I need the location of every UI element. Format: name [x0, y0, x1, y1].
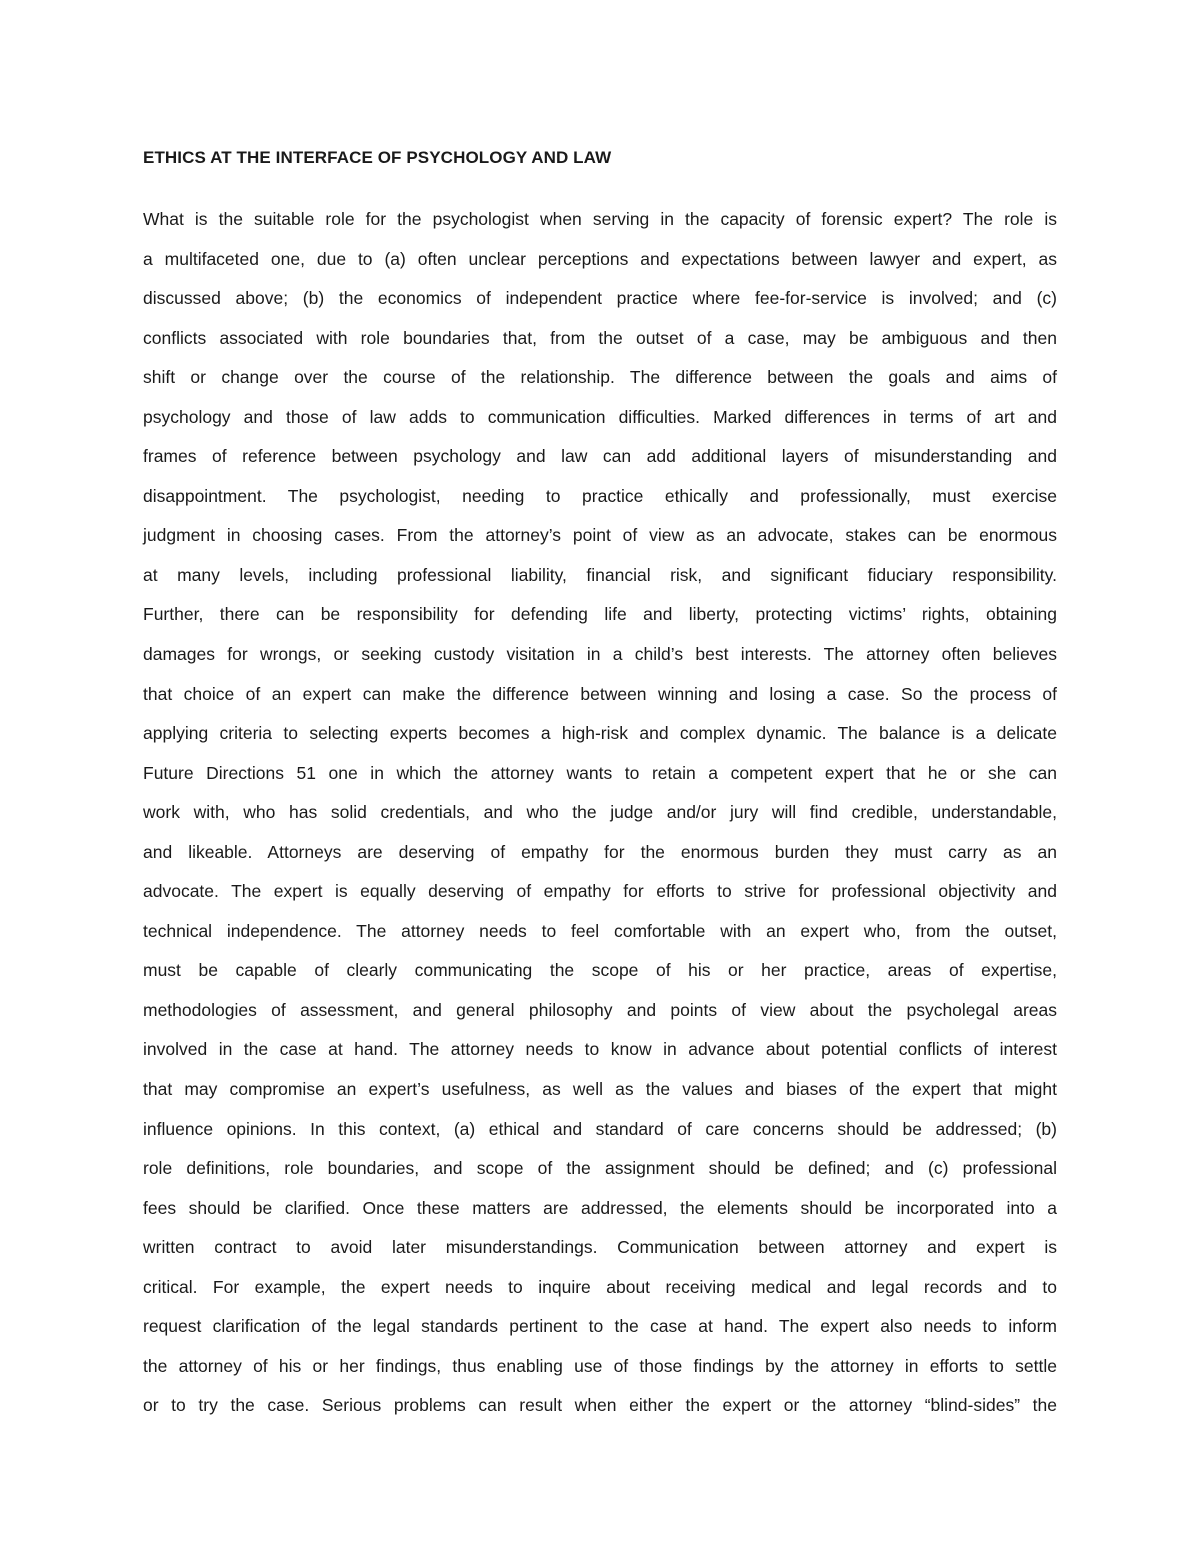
body-line: conflicts associated with role boundaries that, from the outset of a case, may be ambiguous and then — [143, 327, 1057, 348]
body-line: shift or change over the course of the relationship. The difference between the goals and aims of — [143, 367, 1057, 388]
body-line: that choice of an expert can make the difference between winning and losing a case. So the process of — [143, 683, 1057, 704]
body-line: the attorney of his or her findings, thus enabling use of those findings by the attorney in efforts to settle — [143, 1355, 1057, 1376]
body-line: role definitions, role boundaries, and scope of the assignment should be defined; and (c) professional — [143, 1158, 1057, 1179]
body-line: must be capable of clearly communicating the scope of his or her practice, areas of expertise, — [143, 960, 1057, 981]
body-line: request clarification of the legal standards pertinent to the case at hand. The expert also needs to inform — [143, 1316, 1057, 1337]
body-line: a multifaceted one, due to (a) often unclear perceptions and expectations between lawyer and expert, as — [143, 248, 1057, 269]
body-line: or to try the case. Serious problems can result when either the expert or the attorney “blind-sides” the — [143, 1395, 1057, 1416]
body-line: applying criteria to selecting experts becomes a high-risk and complex dynamic. The balance is a delicate — [143, 723, 1057, 744]
body-line: at many levels, including professional liability, financial risk, and significant fiduciary responsibility. — [143, 564, 1057, 585]
body-line: methodologies of assessment, and general philosophy and points of view about the psycholegal areas — [143, 999, 1057, 1020]
body-line: disappointment. The psychologist, needing to practice ethically and professionally, must exercise — [143, 485, 1057, 506]
document-body — [143, 200, 1057, 1426]
body-line: psychology and those of law adds to communication difficulties. Marked differences in terms of art and — [143, 406, 1057, 427]
body-line: discussed above; (b) the economics of independent practice where fee-for-service is involved; and (c) — [143, 288, 1057, 309]
body-line: that may compromise an expert’s usefulness, as well as the values and biases of the expert that might — [143, 1079, 1057, 1100]
body-line: advocate. The expert is equally deserving of empathy for efforts to strive for professional objectivity and — [143, 881, 1057, 902]
body-line: written contract to avoid later misunderstandings. Communication between attorney and expert is — [143, 1237, 1057, 1258]
body-line: fees should be clarified. Once these matters are addressed, the elements should be incorporated into a — [143, 1197, 1057, 1218]
body-line: What is the suitable role for the psychologist when serving in the capacity of forensic expert? The role is — [143, 209, 1057, 229]
document-title: ETHICS AT THE INTERFACE OF PSYCHOLOGY AND LAW — [143, 148, 612, 167]
body-line: Further, there can be responsibility for defending life and liberty, protecting victims’ rights, obtaining — [143, 604, 1057, 625]
body-line: damages for wrongs, or seeking custody visitation in a child’s best interests. The attorney often believes — [143, 644, 1057, 665]
body-line: critical. For example, the expert needs to inquire about receiving medical and legal records and to — [143, 1276, 1057, 1297]
body-line: Future Directions 51 one in which the attorney wants to retain a competent expert that he or she can — [143, 762, 1057, 783]
body-line: work with, who has solid credentials, and who the judge and/or jury will find credible, understandable, — [143, 802, 1057, 823]
body-line: involved in the case at hand. The attorney needs to know in advance about potential conflicts of interest — [143, 1039, 1057, 1060]
body-line: technical independence. The attorney needs to feel comfortable with an expert who, from the outset, — [143, 920, 1057, 941]
body-line: and likeable. Attorneys are deserving of empathy for the enormous burden they must carry as an — [143, 841, 1057, 862]
body-line: frames of reference between psychology and law can add additional layers of misunderstanding and — [143, 446, 1057, 467]
body-line: judgment in choosing cases. From the attorney’s point of view as an advocate, stakes can be enormous — [143, 525, 1057, 546]
body-line: influence opinions. In this context, (a) ethical and standard of care concerns should be addressed; (b) — [143, 1118, 1057, 1139]
